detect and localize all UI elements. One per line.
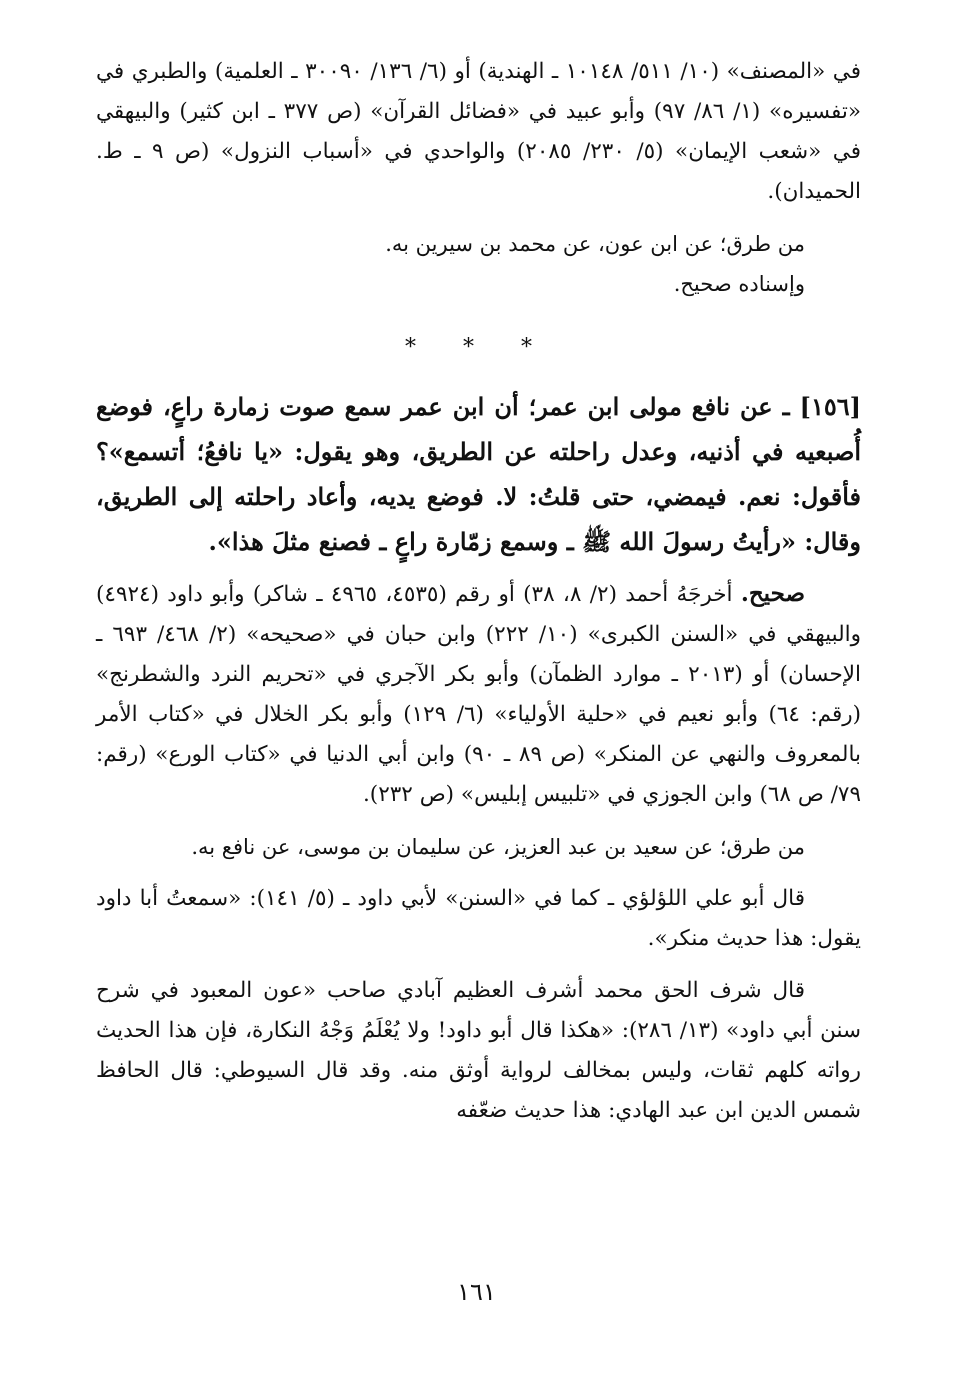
page-number: ١٦١: [457, 1278, 496, 1306]
hadith-text: [١٥٦] ـ عن نافع مولى ابن عمر؛ أن ابن عمر سمع صوت زمارة راعٍ، فوضع أُصبعيه في أذنيه، وعدل راحلته عن الطريق، وهو يقول: «يا نافعُ؛ أتسمع»؟ فأقول: نعم. فيمضي، حتى قلتُ: لا. فوضع يديه، وأعاد راحلته إلى الطريق، وقال: «رأيتُ رسولَ الله ﷺ ـ وسمع زمّارة راعٍ ـ فصنع مثلَ هذا».: [96, 392, 861, 556]
quote-paragraph-lulu: قال أبو علي اللؤلؤي ـ كما في «السنن» لأبي داود ـ (٥/ ١٤١): «سمعتُ أبا داود يقول: هذا حديث منكر».: [96, 886, 861, 951]
chain-verdict: وإسناده صحيح.: [673, 272, 805, 296]
references-paragraph-top: في «المصنف» (١٠/ ٥١١/ ١٠١٤٨ ـ الهندية) أو (٦/ ١٣٦/ ٣٠٠٩٠ ـ العلمية) والطبري في «تفسيره» (١/ ٨٦/ ٩٧) وأبو عبيد في «فضائل القرآن» (ص ٣٧٧ ـ ابن كثير) والبيهقي في «شعب الإيمان» (٥/ ٢٣٠/ ٢٠٨٥) والواحدي في «أسباب النزول» (ص ٩ ـ ط. الحميدان).: [96, 59, 862, 204]
chain-paragraph-1: من طرق؛ عن ابن عون، عن محمد بن سيرين به.: [385, 232, 805, 256]
section-separator: * * *: [405, 335, 552, 360]
grade-label: صحيح.: [740, 580, 805, 607]
quote-paragraph-awn: قال شرف الحق محمد أشرف العظيم آبادي صاحب «عون المعبود في شرح سنن أبي داود» (١٣/ ٢٨٦): «هكذا قال أبو داود! ولا يُعْلَمُ وَجْهُ النكارة، فإن هذا الحديث رواته كلهم ثقات، وليس بمخالف لرواية أوثق منه. وقد قال السيوطي: قال الحافظ شمس الدين ابن عبد الهادي: هذا حديث ضعّفه: [96, 978, 861, 1123]
takhrij-text: أخرجَهُ أحمد (٢/ ٨، ٣٨) أو رقم (٤٥٣٥، ٤٩٦٥ ـ شاكر) وأبو داود (٤٩٢٤) والبيهقي في «السنن الكبرى» (١٠/ ٢٢٢) وابن حبان في «صحيحه» (٢/ ٤٦٨/ ٦٩٣ ـ الإحسان) أو (٢٠١٣ ـ موارد الظمآن) وأبو بكر الآجري في «تحريم النرد والشطرنج» (رقم: ٦٤) وأبو نعيم في «حلية الأولياء» (٦/ ١٢٩) وأبو بكر الخلال في «كتاب الأمر بالمعروف والنهي عن المنكر» (ص ٨٩ ـ ٩٠) وابن أبي الدنيا في «كتاب الورع» (رقم: ٧٩/ ص ٦٨) وابن الجوزي في «تلبيس إبليس» (ص ٢٣٢).: [96, 582, 862, 807]
takhrij-paragraph: [96, 574, 861, 815]
chain-paragraph-2: من طرق؛ عن سعيد بن عبد العزيز، عن سليمان بن موسى، عن نافع به.: [191, 835, 805, 859]
